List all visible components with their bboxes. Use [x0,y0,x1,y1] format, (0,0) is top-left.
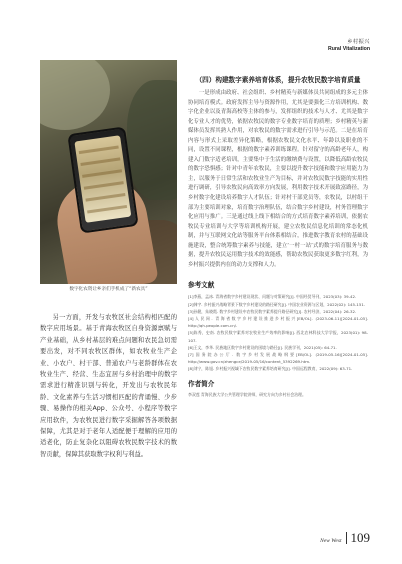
references-title: 参考文献 [188,281,215,290]
page-footer [320,532,370,544]
reference-item: [7]国务院办公厅. 数字乡村发展战略纲要[EB/OL]. (2019-05-16)[2024-01-05]. http://www.gov.cn/zhengce/2019-05/16/content_5392269.htm. [188,352,368,365]
reference-item: [5]陈秀，史南. 农牧民数字素养对农牧业生产效率的影响[J]. 西北农林科技大学学报，2023(01): 98-107. [188,330,368,343]
author-title: 作者简介 [188,379,215,388]
article-photo [40,60,177,284]
right-column [188,74,368,398]
reference-item: [1]李燕，孟冰. 青海省数字乡村建设现状、问题与对策研究[J]. 中国经贸导刊，2023(03): 39-42. [188,294,357,300]
reference-item: [2]韩宇. 乡村振兴战略背景下数字乡村建设的路径研究[J]. 中国农业资源与区划，2022(02): 145-151. [188,301,366,307]
screen-bar [80,157,120,166]
reference-item: [6]王文，李华. 民族地区数字乡村建设的困境与路径[J]. 民族学刊，2021(05): 64-71. [188,344,337,350]
left-paragraph: 另一方面，开发与农牧区社会结构相匹配的数字应用场景。基于青海农牧区自身资源禀赋与产业基础，从乡村基层的难点问题和农民急切需要出发，对不同农牧区群体，如农牧业生产企业、小农户、村干部、普通农户与老龄群体在农牧业生产、经营、生态宜居与乡村治理中的数字需求进行精准识别与转化，开发出与农牧民年龄、文化素养与生活习惯相匹配的背诵慢、少步骤、易操作的相关App、公众号、小程序等数字应用软件，为农牧民进行数字采掘解答各项数据保障，尤其是对于老年人适配便于理解的应用的适老化，防止复杂化以阻碍农牧民数字技术的数智贡献，保障其获取数字权利与利益。 [40,314,177,458]
section-header [328,38,370,52]
footer-divider [346,532,347,544]
screen-bar [85,193,125,202]
section-subtitle: （四）构建数字素养培育体系，提升农牧民数字培育质量 [195,76,361,84]
screen-bar [87,205,127,214]
photo-caption: 数字化农资让乡亲们手机成了“新农具” [69,287,148,292]
references-list [188,293,368,372]
section-name-zh: 乡村振兴 [347,39,370,45]
screen-bar [82,169,122,178]
page-number: 109 [350,530,370,545]
reference-item: [3]孙健，朱晓霞. 数字乡村建设中农牧民数字素养提升路径研究[J]. 农村经济，2022(04): 26-32. [188,308,357,314]
photo-phone-screen [74,135,131,223]
magazine-name: New West [320,538,342,544]
reference-item: [4]人民网. 青海省数字乡村建设推进乡村振兴[EB/OL]. (2023-06-11)[2024-01-05]. http://qh.people.com.cn/. [188,316,368,329]
screen-bar [79,146,119,155]
author-bio: 李双莲 青海民族大学公共管理学院讲师，研究方向为乡村社会治理。 [188,391,306,397]
reference-item: [8]刘宁，陈旭. 乡村振兴视域下农牧民数字素养培育研究[J]. 中国远程教育，2022(09): 63-71. [188,366,353,372]
photo-background [127,80,177,200]
left-column [40,312,177,460]
screen-bar [84,181,124,190]
right-paragraph: 一是形成由政府、社会组织、乡村精英与新媒体员共同组成的多元主体协同培育模式。政府发挥主导与资源作用，尤其是要强化三方培训机构、数字化企业以及青海高校等主体的参与，发挥组织的技术与人才、尤其是数字化专业人才的优势，依据农牧民的数字专业数字培育的质理；乡村精英与新媒体员发挥其熟人作用，对农牧民的数字需求进行引导与示范。二是在培育内容与形式上采取差异化策略，根据农牧民文化水平、年龄以及职业的不同，设置不同课程，根据的数字素养训练课程。针对留守的高龄老年人，构建入门数字适老培训，主要集中于生活的缴纳费与设置，以降低高龄农牧民的数字恐惧感；针对中青年农牧民，主要以提升数字技能和数字应用能力为主，以服务于日常生活和农牧业生产为目标，并对农牧民数字技能的实用性进行调研，引导农牧民向高效率方向发展，利用数字技术开展致富路径，为乡村数字化建设培养数字人才队伍；针对村干部党员等，农牧民，以村组干部为主要培训对象，培育数字治理队伍，结合数字乡村建设，村务管理数字化应用与推广。三是通过线上线下相结合的方式培育数字素养培训，依据农牧民专业培训与大学等培训机构开展，建立农牧民信息化培训的常态化机制，并与互联网文化站等服务平台体系相结合，推进数字教育农村的基础设施建设，整合统筹数字素养与技能，建立‘一村一站’式的数字培育服务与数据，提升农牧民运用数字技术的效能感，帮助农牧民获取更多数字红利，为乡村振兴提供内在的动力支撑和人力。 [188,90,368,268]
photo-background [40,60,110,130]
section-name-en: Rural Vitalization [328,46,370,52]
